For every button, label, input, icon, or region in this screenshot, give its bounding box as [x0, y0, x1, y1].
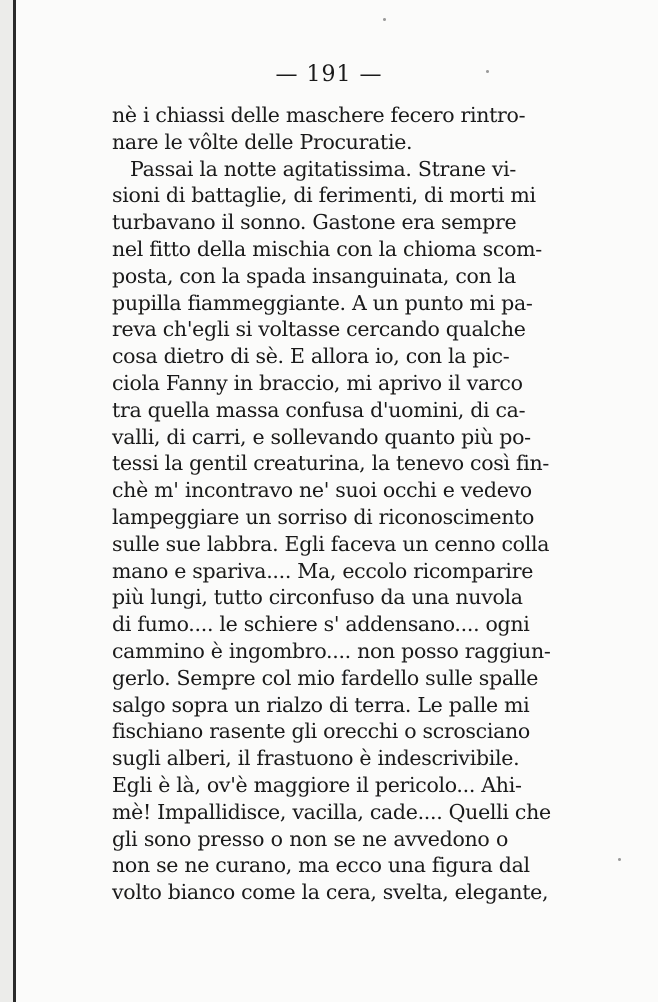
text-line: nè i chiassi delle maschere fecero rintro- — [112, 103, 526, 127]
text-line: volto bianco come la cera, svelta, elegante, — [112, 880, 549, 905]
text-line: Passai la notte agitatissima. Strane vi- — [130, 156, 517, 181]
page-number: — 191 — — [275, 62, 383, 87]
page-gutter-edge — [13, 0, 16, 1002]
text-line: turbavano il sonno. Gastone era sempre — [112, 210, 517, 235]
text-line: di fumo.... le schiere s' addensano.... ogni — [112, 612, 530, 637]
paper-speck — [383, 18, 386, 21]
page-gutter-shadow — [0, 0, 13, 1002]
text-line: mè! Impallidisce, vacilla, cade.... Quelli che — [112, 799, 551, 824]
text-line: chè m' incontravo ne' suoi occhi e vedevo — [112, 478, 532, 503]
paper-speck — [618, 858, 621, 861]
text-line: pupilla fiammeggiante. A un punto mi pa- — [112, 290, 533, 315]
text-line: tessi la gentil creaturina, la tenevo così fin- — [112, 451, 550, 476]
text-line: non se ne curano, ma ecco una figura dal — [112, 853, 530, 878]
text-line: sioni di battaglie, di ferimenti, di morti mi — [112, 183, 536, 208]
text-line: fischiano rasente gli orecchi o scrosciano — [112, 719, 530, 744]
text-line: ciola Fanny in braccio, mi aprivo il varco — [112, 370, 523, 395]
text-line: gerlo. Sempre col mio fardello sulle spalle — [112, 665, 539, 690]
text-line: sulle sue labbra. Egli faceva un cenno colla — [112, 531, 550, 556]
text-line: lampeggiare un sorriso di riconoscimento — [112, 504, 535, 529]
text-line: nel fitto della mischia con la chioma scom- — [112, 236, 542, 261]
text-line: nare le vôlte delle Procuratie. — [112, 129, 413, 154]
text-line: sugli alberi, il frastuono è indescrivibile. — [112, 746, 520, 771]
text-line: gli sono presso o non se ne avvedono o — [112, 826, 508, 851]
text-line: mano e spariva.... Ma, eccolo ricomparire — [112, 558, 534, 583]
text-line: cammino è ingombro.... non posso raggiun- — [112, 638, 551, 663]
text-line: cosa dietro di sè. E allora io, con la pic- — [112, 344, 510, 369]
text-line: salgo sopra un rialzo di terra. Le palle mi — [112, 692, 530, 717]
body-text — [112, 102, 551, 906]
text-line: valli, di carri, e sollevando quanto più po- — [112, 424, 531, 449]
text-line: tra quella massa confusa d'uomini, di ca- — [112, 397, 526, 422]
text-line: più lungi, tutto circonfuso da una nuvola — [112, 585, 523, 610]
text-line: posta, con la spada insanguinata, con la — [112, 263, 516, 288]
text-line: reva ch'egli si voltasse cercando qualche — [112, 317, 526, 342]
paper-speck — [486, 70, 489, 73]
text-line: Egli è là, ov'è maggiore il pericolo... Ahi- — [112, 772, 522, 797]
